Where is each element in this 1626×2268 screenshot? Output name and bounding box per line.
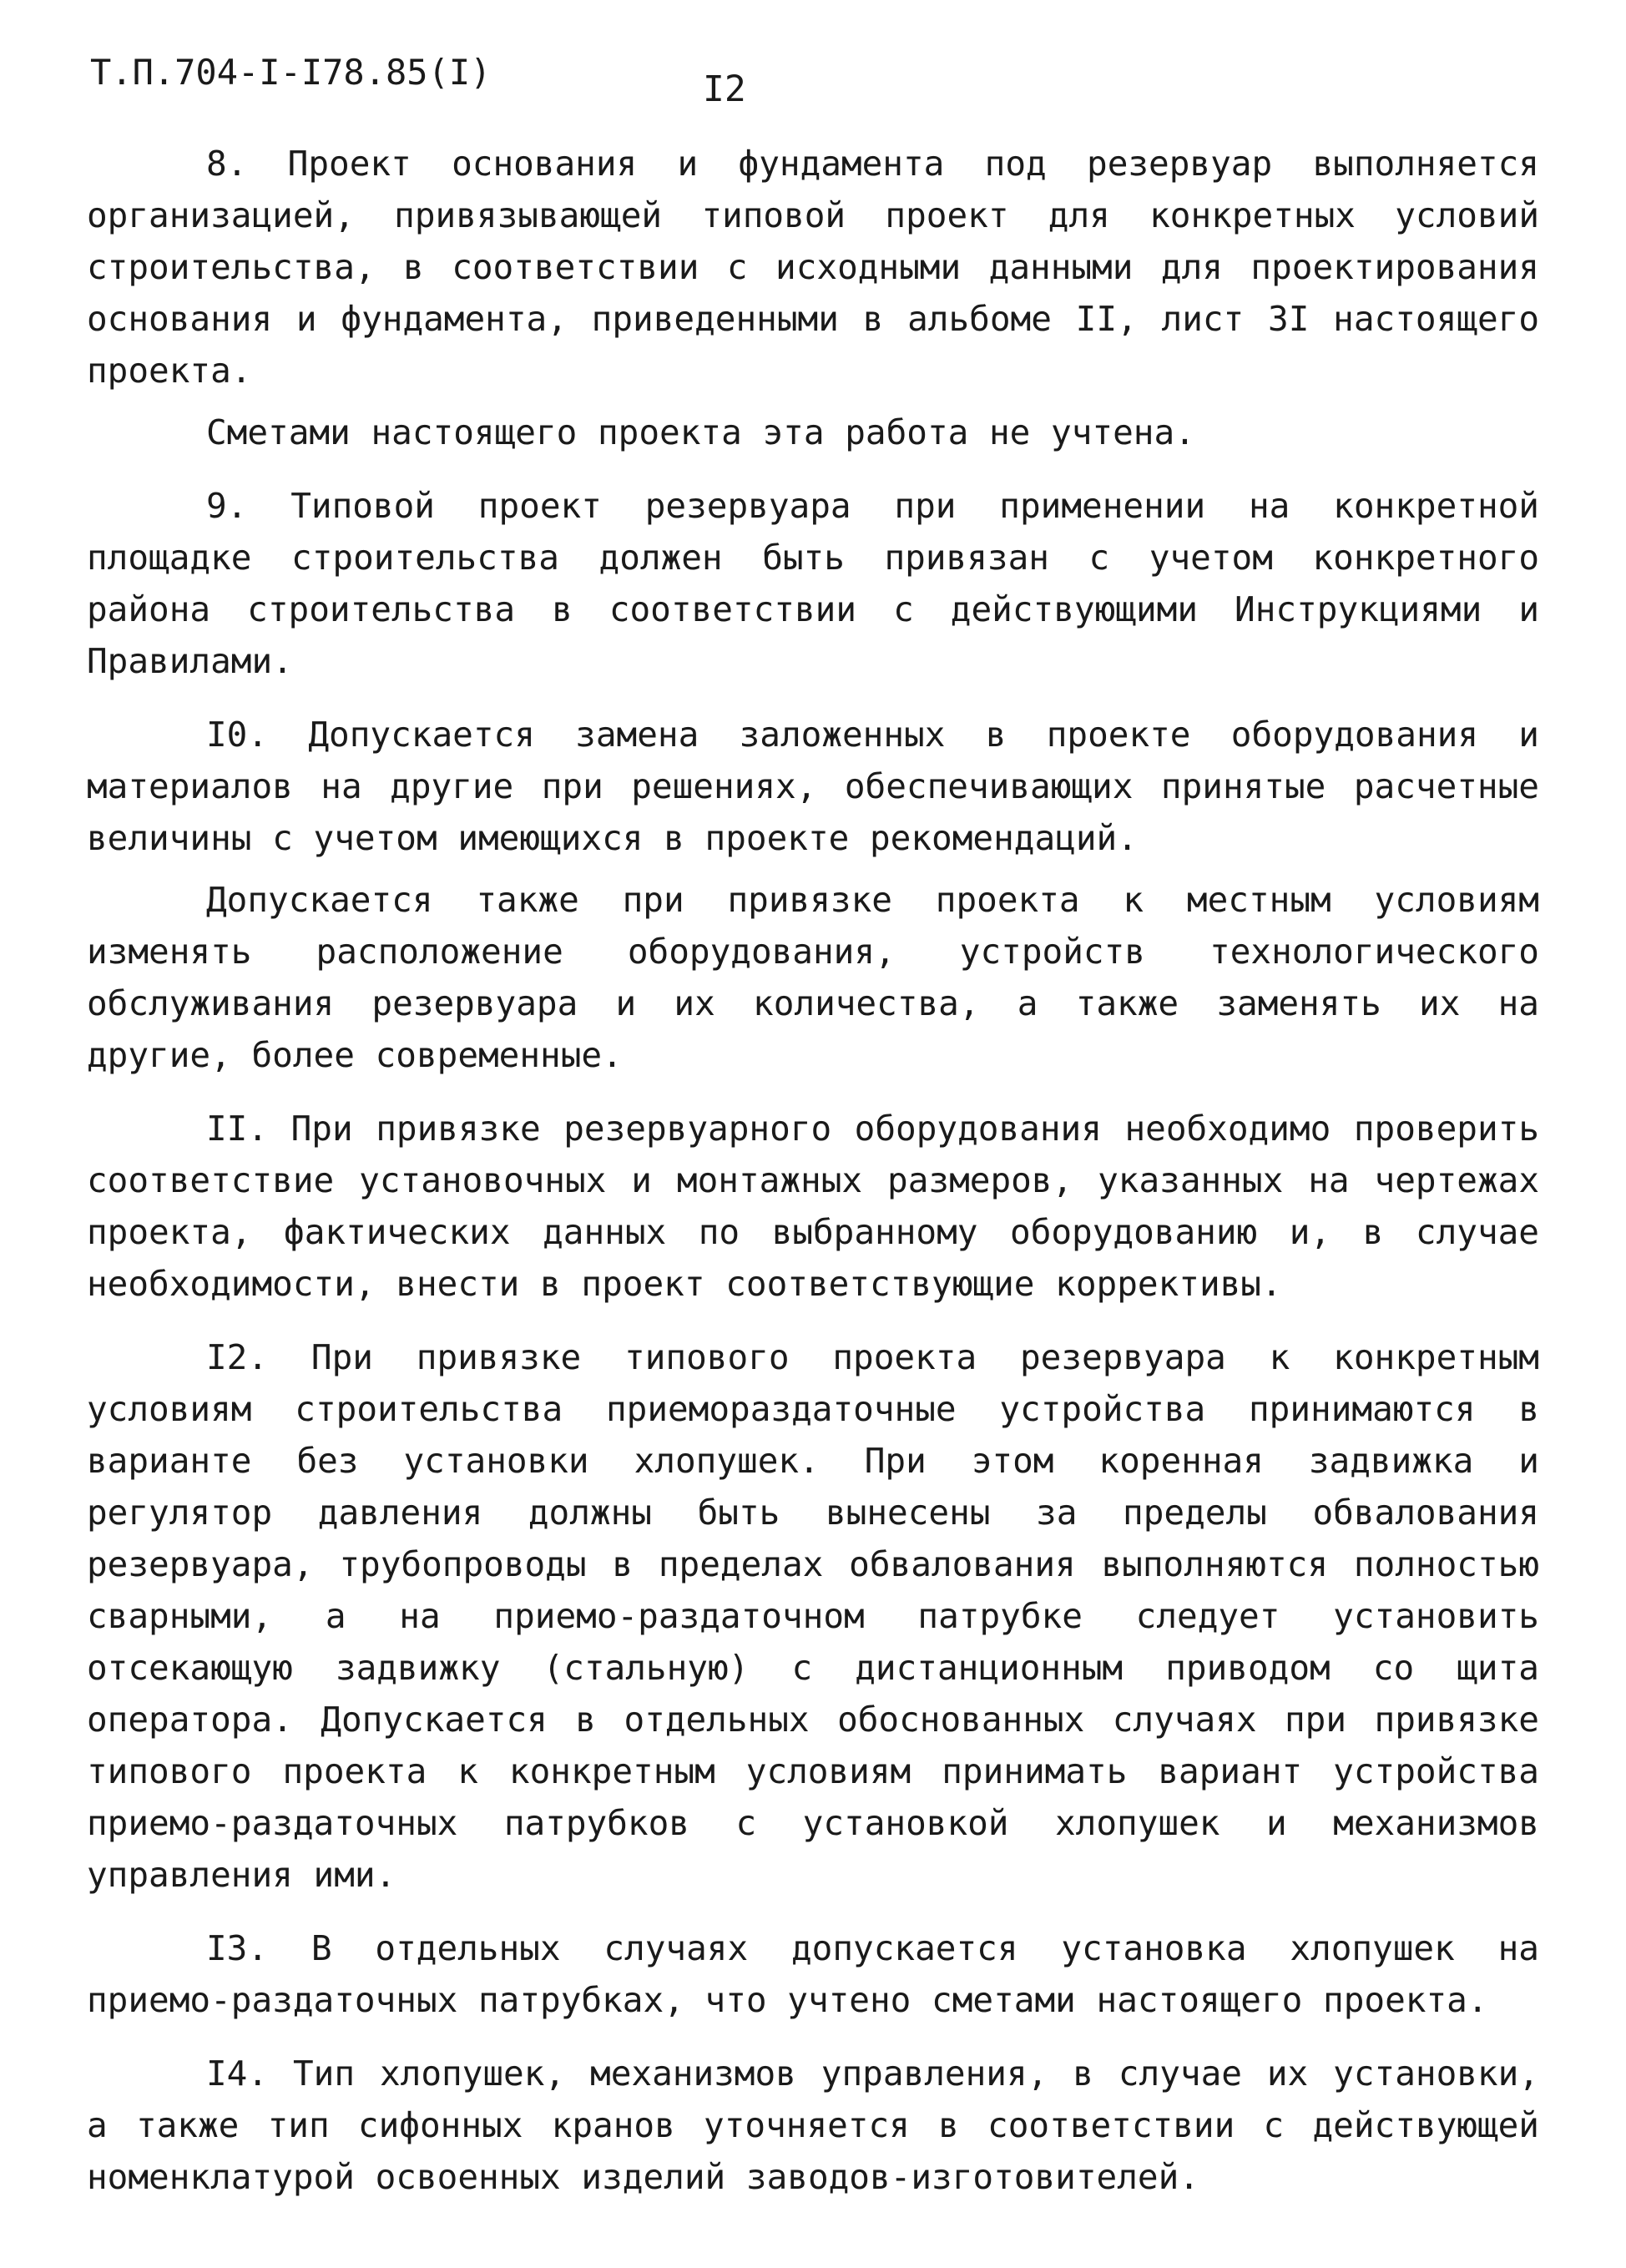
paragraph-8: 8. Проект основания и фундамента под резервуар выполняется организацией, привязывающей типовой проект для конкретных условий строительства, в соответствии с исходными данными для проектирования основания и фундамента, приведенными в альбоме II, лист 3I настоящего проекта. [87, 144, 1539, 391]
paragraph-10-continued: Допускается также при привязке проекта к местным условиям изменять расположение оборудования, устройств технологического обслуживания резервуара и их количества, а также заменять их на другие, более современные. [87, 880, 1539, 1075]
paragraph-14: I4. Тип хлопушек, механизмов управления, в случае их установки, а также тип сифонных кранов уточняется в соответствии с действующей номенклатурой освоенных изделий заводов-изготовителей. [87, 2053, 1539, 2197]
paragraph-10: I0. Допускается замена заложенных в проекте оборудования и материалов на другие при решениях, обеспечивающих принятые расчетные величины с учетом имеющихся в проекте рекомендаций. [87, 715, 1539, 858]
paragraph-estimates-note: Сметами настоящего проекта эта работа не учтена. [206, 412, 1195, 452]
paragraph-13: I3. В отдельных случаях допускается установка хлопушек на приемо-раздаточных патрубках, что учтено сметами настоящего проекта. [87, 1928, 1539, 2020]
paragraph-12: I2. При привязке типового проекта резервуара к конкретным условиям строительства приемораздаточные устройства принимаются в варианте без установки хлопушек. При этом коренная задвижка и регулятор давления должны быть вынесены за пределы обвалования резервуара, трубопроводы в пределах обвалования выполняются полностью сварными, а на приемо-раздаточном патрубке следует установить отсекающую задвижку (стальную) с дистанционным приводом со щита оператора. Допускается в отдельных обоснованных случаях при привязке типового проекта к конкретным условиям принимать вариант устройства приемо-раздаточных патрубков с установкой хлопушек и механизмов управления ими. [87, 1337, 1539, 1895]
paragraph-11: II. При привязке резервуарного оборудования необходимо проверить соответствие установочных и монтажных размеров, указанных на чертежах проекта, фактических данных по выбранному оборудованию и, в случае необходимости, внести в проект соответствующие коррективы. [87, 1109, 1539, 1304]
paragraph-9: 9. Типовой проект резервуара при применении на конкретной площадке строительства должен быть привязан с учетом конкретного района строительства в соответствии с действующими Инструкциями и Правилами. [87, 486, 1539, 681]
document-code: Т.П.704-I-I78.85(I) [90, 52, 492, 93]
page-number: I2 [703, 68, 746, 110]
document-body [87, 138, 1539, 2203]
